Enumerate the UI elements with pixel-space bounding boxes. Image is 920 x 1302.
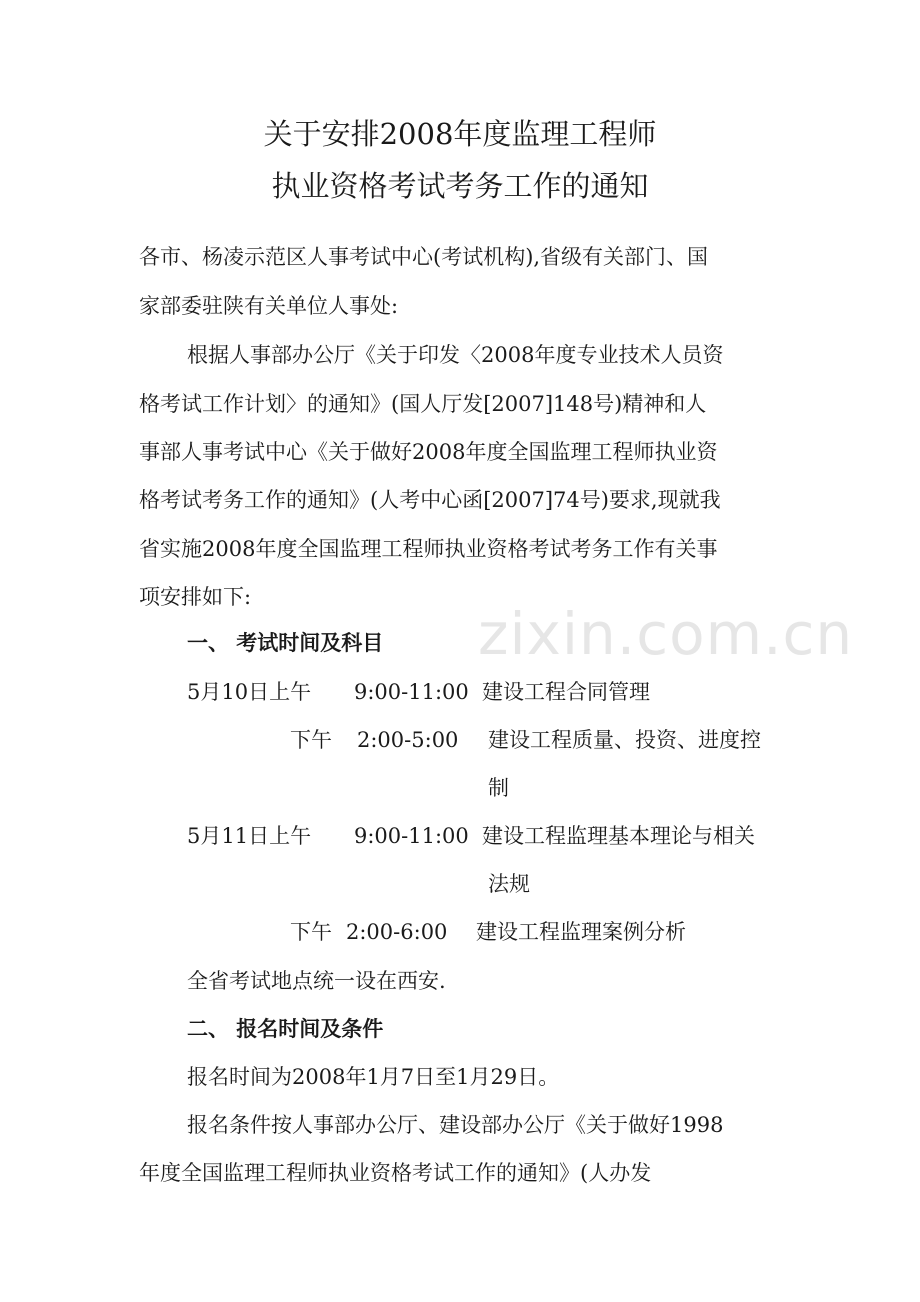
addressee-line-1: 各市、杨凌示范区人事考试中心(考试机构),省级有关部门、国 [139, 245, 709, 269]
day2-label: 5月11日上午 [187, 824, 312, 848]
addressee-line-2: 家部委驻陕有关单位人事处: [139, 294, 399, 318]
day1-am-time: 9:00-11:00 [354, 680, 469, 704]
section-1-heading: 一、 考试时间及科目 [187, 630, 384, 655]
intro-line: 格考试考务工作的通知》(人考中心函[2007]74号)要求,现就我 [139, 488, 721, 512]
intro-line: 事部人事考试中心《关于做好2008年度全国监理工程师执业资 [139, 440, 718, 464]
day2-am-time: 9:00-11:00 [354, 824, 469, 848]
registration-time: 报名时间为2008年1月7日至1月29日。 [187, 1065, 560, 1089]
document-title-line-1: 关于安排2008年度监理工程师 [263, 117, 657, 151]
location-note: 全省考试地点统一设在西安. [187, 969, 446, 993]
day1-am-subject: 建设工程合同管理 [482, 680, 650, 704]
intro-line: 根据人事部办公厅《关于印发〈2008年度专业技术人员资 [187, 343, 724, 367]
day2-pm-subject: 建设工程监理案例分析 [476, 920, 686, 944]
day1-pm-time: 2:00-5:00 [357, 728, 459, 752]
intro-line: 省实施2008年度全国监理工程师执业资格考试考务工作有关事 [139, 537, 718, 561]
conditions-line-2: 年度全国监理工程师执业资格考试工作的通知》(人办发 [139, 1161, 652, 1185]
section-2-heading: 二、 报名时间及条件 [187, 1016, 384, 1041]
intro-line: 项安排如下: [139, 585, 252, 609]
day1-pm-label: 下午 [290, 728, 332, 752]
day2-am-subject: 建设工程监理基本理论与相关 [482, 824, 755, 848]
watermark: zixin.com.cn [478, 600, 854, 668]
day1-pm-subject: 建设工程质量、投资、进度控 [488, 728, 761, 752]
day1-pm-subject-cont: 制 [488, 776, 509, 800]
intro-line: 格考试工作计划〉的通知》(国人厅发[2007]148号)精神和人 [139, 392, 707, 416]
conditions-line-1: 报名条件按人事部办公厅、建设部办公厅《关于做好1998 [187, 1113, 724, 1137]
day2-am-subject-cont: 法规 [488, 872, 530, 896]
day2-pm-time: 2:00-6:00 [346, 920, 448, 944]
document-title-line-2: 执业资格考试考务工作的通知 [271, 169, 649, 203]
day1-label: 5月10日上午 [187, 680, 312, 704]
day2-pm-label: 下午 [290, 920, 332, 944]
